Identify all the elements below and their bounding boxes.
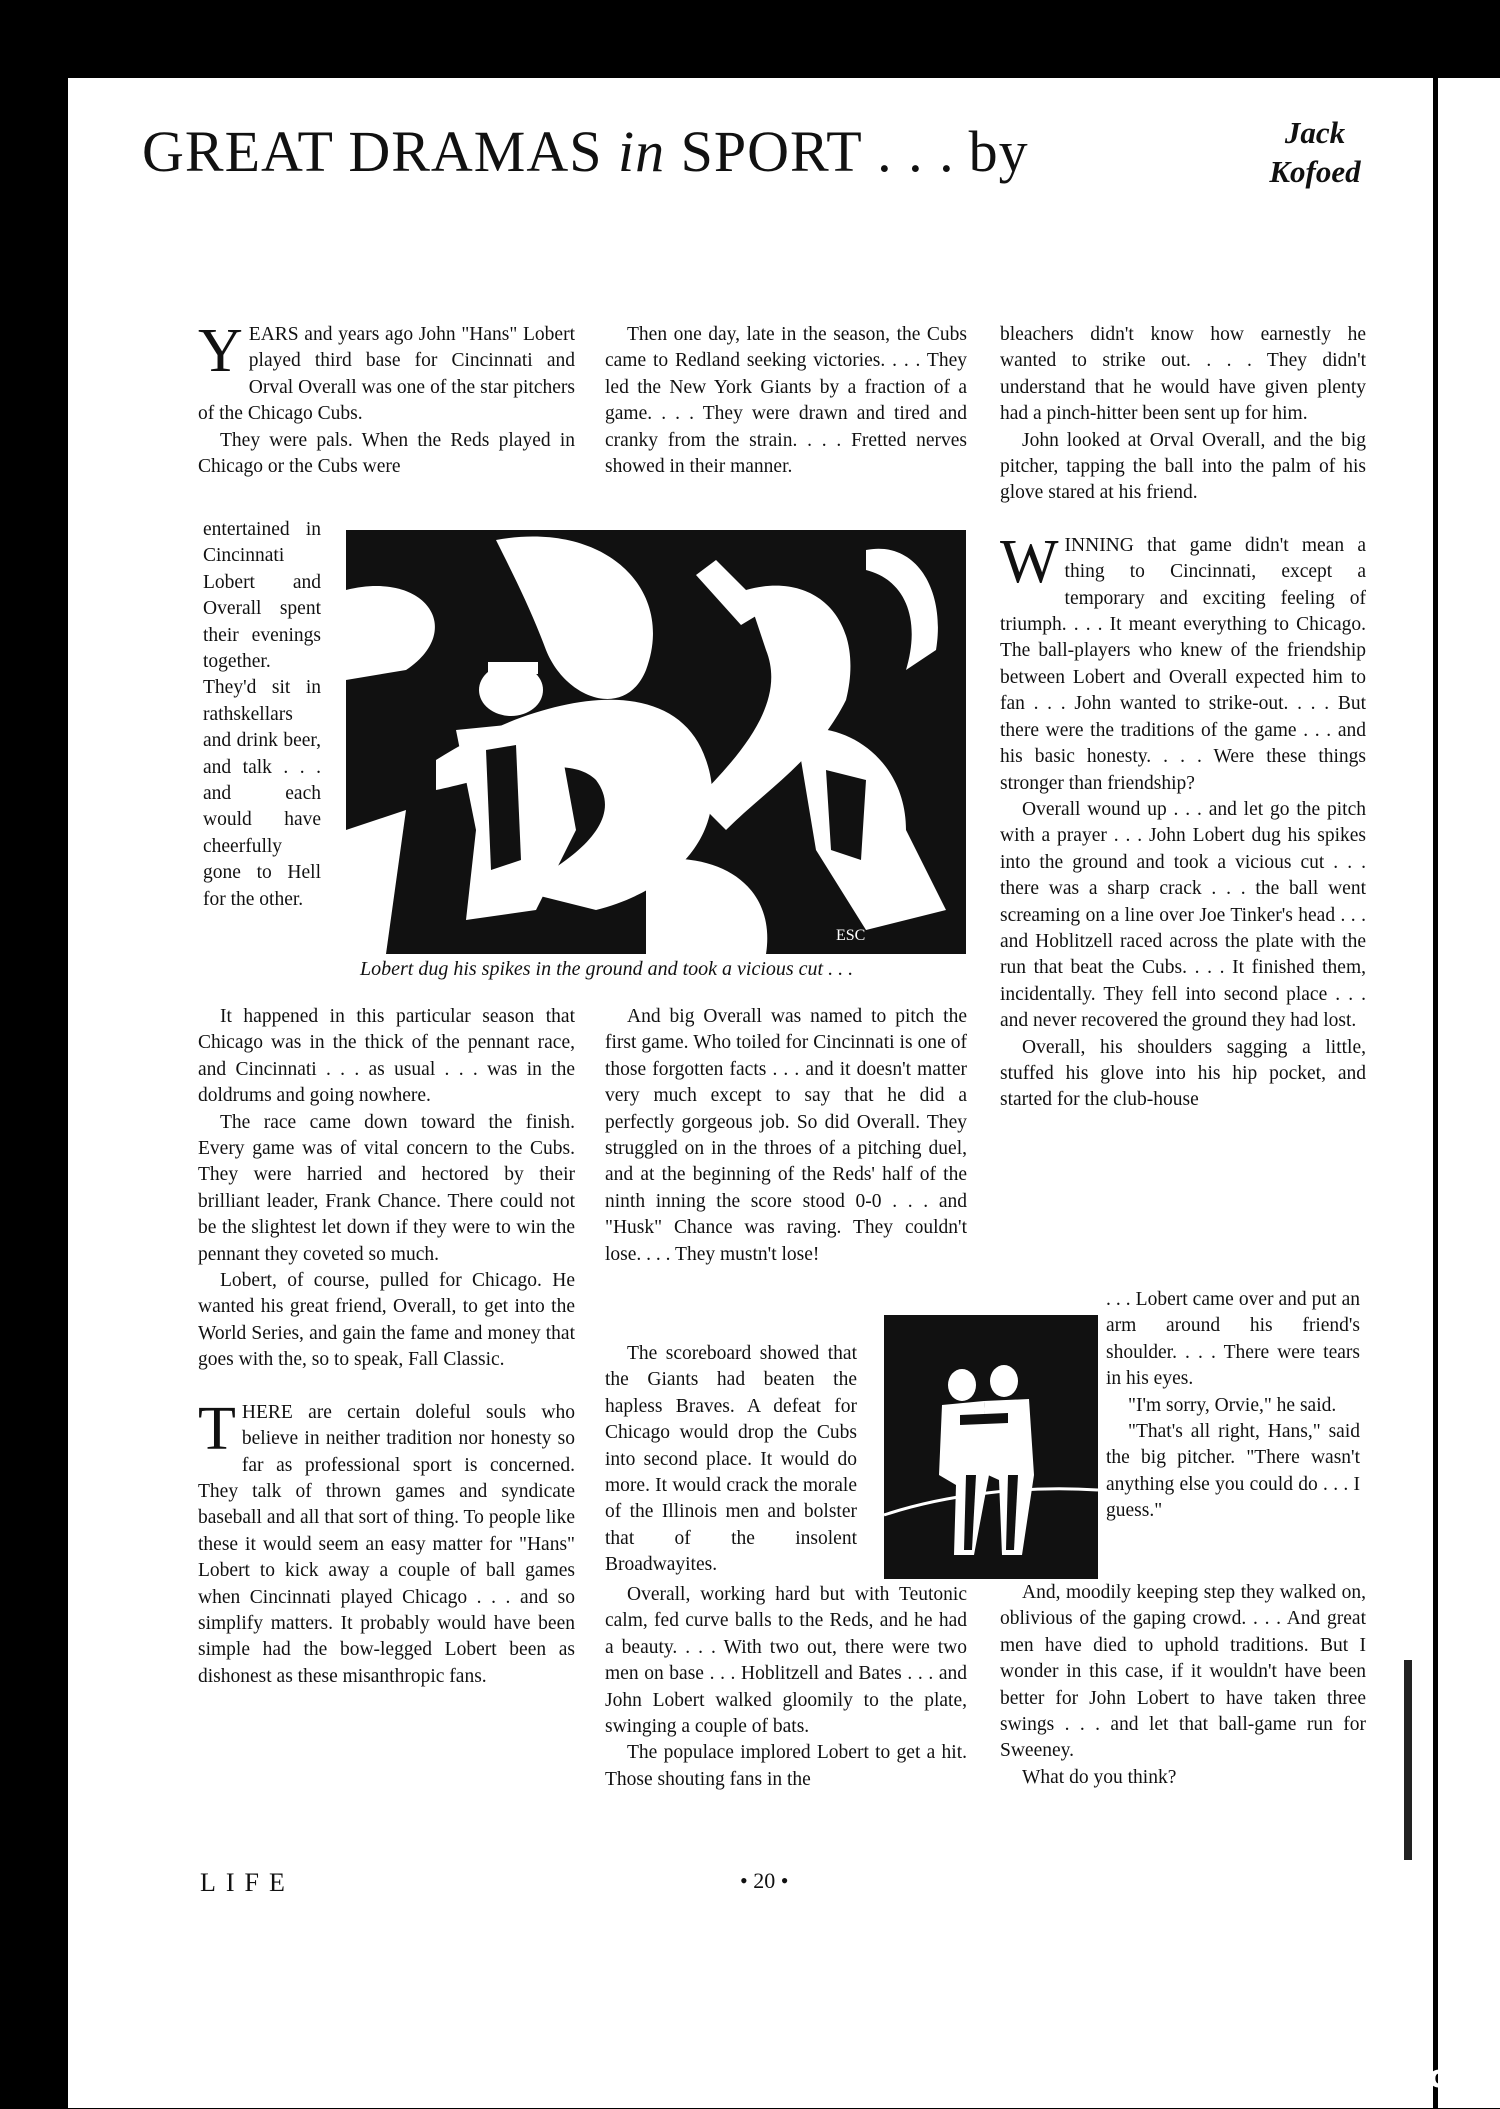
paragraph — [198, 1394, 575, 1690]
column-1 — [198, 317, 575, 480]
baseball-illustration — [346, 530, 966, 954]
paragraph: The race came down toward the finish. Every game was of vital concern to the Cubs. They were harried and hectored by their brilliant leader, Frank Chance. There could not be the slightest let down if they were to win the pennant they coveted so much. — [198, 1111, 575, 1265]
paragraph: And, moodily keeping step they walked on, oblivious of the gaping crowd. . . . And great men have died to uphold traditions. But I wonder in this case, if it wouldn't have been better for John Lobert to have taken three swings . . . and let that ball-game run for Sweeney. — [1000, 1582, 1366, 1762]
paragraph: And big Overall was named to pitch the first game. Who toiled for Cincinnati is one of those forgotten facts . . . and it doesn't matter very much except to say that he did a perfectly gorgeous job. So did Overall. They struggled on in the throes of a pitching duel, and at the beginning of the Reds' half of the ninth inning the score stood 0-0 . . . and "Husk" Chance was raving. They couldn't lose. . . . They mustn't lose! — [605, 1006, 967, 1265]
column-1-narrow-text — [203, 517, 321, 913]
author-last: Kofoed — [1269, 154, 1361, 189]
column-3-narrow — [1106, 1287, 1360, 1525]
drop-cap: Y — [198, 317, 243, 385]
paragraph: "I'm sorry, Orvie," he said. — [1128, 1394, 1337, 1416]
article-title — [142, 118, 1029, 185]
paragraph: John looked at Orval Overall, and the big pitcher, tapping the ball into the palm of his glove stared at his friend. — [1000, 429, 1366, 504]
illustration-signature: ESC — [836, 927, 866, 944]
paragraph: The scoreboard showed that the Giants had beaten the hapless Braves. A defeat for Chicago would drop the Cubs into second place. It would do more. It would crack the morale of the Illinois men and bolster that of the insolent Broadwayites. — [605, 1343, 857, 1576]
paragraph: Overall wound up . . . and let go the pitch with a prayer . . . John Lobert dug his spikes into the ground and took a vicious cut . . . there was a sharp crack . . . the ball went screaming on a line over Joe Tinker's head . . . and Hoblitzell raced across the plate with the run that beat the Cubs. . . . It finished them, incidentally. They fell into second place . . . and never recovered the ground they had lost. — [1000, 798, 1366, 1032]
paragraph — [198, 317, 575, 428]
paragraph: "That's all right, Hans," said the big pitcher. "There wasn't anything else you could do . . . I guess." — [1106, 1421, 1360, 1522]
title-in: in — [618, 119, 666, 184]
title-by: by — [968, 119, 1029, 184]
paragraph: entertained in Cincinnati Lobert and Overall spent their evenings together. They'd sit in rathskellars and drink beer, and talk . . . and each would have cheerfully gone to Hell for the other. — [203, 519, 321, 910]
author-name — [1255, 113, 1375, 191]
column-2-bottom — [605, 1582, 967, 1793]
title-part: SPORT . . . — [665, 119, 955, 184]
paragraph: Then one day, late in the season, the Cubs came to Redland seeking victories. . . . They led the New York Giants by a fraction of a game. . . . They were drawn and tired and cranky from the strain. . . . Fretted nerves showed in their manner. — [605, 324, 967, 478]
friends-walking-illustration — [884, 1315, 1098, 1579]
page-number: • 20 • — [740, 1868, 789, 1893]
drop-cap: W — [1000, 527, 1059, 596]
paragraph: What do you think? — [1022, 1766, 1177, 1788]
column-2-lower — [605, 1004, 967, 1268]
column-2-narrow — [605, 1341, 857, 1579]
paragraph: It happened in this particular season that Chicago was in the thick of the pennant race, and Cincinnati . . . as usual . . . was in the doldrums and going nowhere. — [198, 1006, 575, 1107]
paragraph: bleachers didn't know how earnestly he wanted to strike out. . . . They didn't understand that he would have given plenty had a pinch-hitter been sent up for him. — [1000, 324, 1366, 425]
paragraph: . . . Lobert came over and put an arm around his friend's shoulder. . . . There were tears in his eyes. — [1106, 1289, 1360, 1390]
column-1-lower — [198, 1004, 575, 1690]
column-3-bottom — [1000, 1580, 1366, 1791]
author-first: Jack — [1284, 115, 1346, 150]
illustration-caption: Lobert dug his spikes in the ground and took a vicious cut . . . — [360, 958, 854, 980]
paragraph-text: INNING that game didn't mean a thing to Cincinnati, except a temporary and exciting feeling of triumph. . . . It meant everything to Chicago. The ball-players who knew of the friendship between Lobert and Overall expected him to fan . . . John wanted to strike-out. . . . But there were the traditions of the game . . . and his basic honesty. . . . Were these things stronger than friendship? — [1000, 534, 1366, 794]
paragraph: Overall, working hard but with Teutonic calm, fed curve balls to the Reds, and he had a beauty. . . . With two out, there were two men on base . . . Hoblitzell and Bates . . . and John Lobert walked gloomily to the plate, swinging a couple of bats. — [605, 1584, 967, 1738]
paragraph-text: HERE are certain doleful souls who believe in neither tradition nor honesty so far as professional sport is concerned. They talk of thrown games and syndicate baseball and all that sort of thing. To people like these it would seem an easy matter for "Hans" Lobert to kick away a couple of ball games when Cincinnati played Chicago . . . and so simplify matters. It probably would have been simple had the bow-legged Lobert been as dishonest as these misanthropic fans. — [198, 1401, 575, 1687]
title-part: GREAT DRAMAS — [142, 119, 619, 184]
column-3 — [1000, 322, 1366, 1114]
drop-cap: T — [198, 1394, 236, 1463]
watermark: comicbooks.com — [1193, 2059, 1482, 2095]
magazine-name: LIFE — [200, 1868, 295, 1897]
paragraph: Lobert, of course, pulled for Chicago. He wanted his great friend, Overall, to get into the World Series, and gain the fame and money that goes with the, so to speak, Fall Classic. — [198, 1270, 575, 1371]
paragraph — [1000, 527, 1366, 797]
scan-artifact — [1404, 1660, 1412, 1860]
paragraph: Overall, his shoulders sagging a little, stuffed his glove into his hip pocket, and started for the club-house — [1000, 1036, 1366, 1111]
paragraph: They were pals. When the Reds played in Chicago or the Cubs were — [198, 429, 575, 478]
column-2 — [605, 322, 967, 480]
paragraph-text: EARS and years ago John "Hans" Lobert played third base for Cincinnati and Orval Overall was one of the star pitchers of the Chicago Cubs. — [198, 324, 575, 425]
facing-page-edge — [1438, 78, 1500, 2108]
paragraph: The populace implored Lobert to get a hit. Those shouting fans in the — [605, 1742, 967, 1790]
